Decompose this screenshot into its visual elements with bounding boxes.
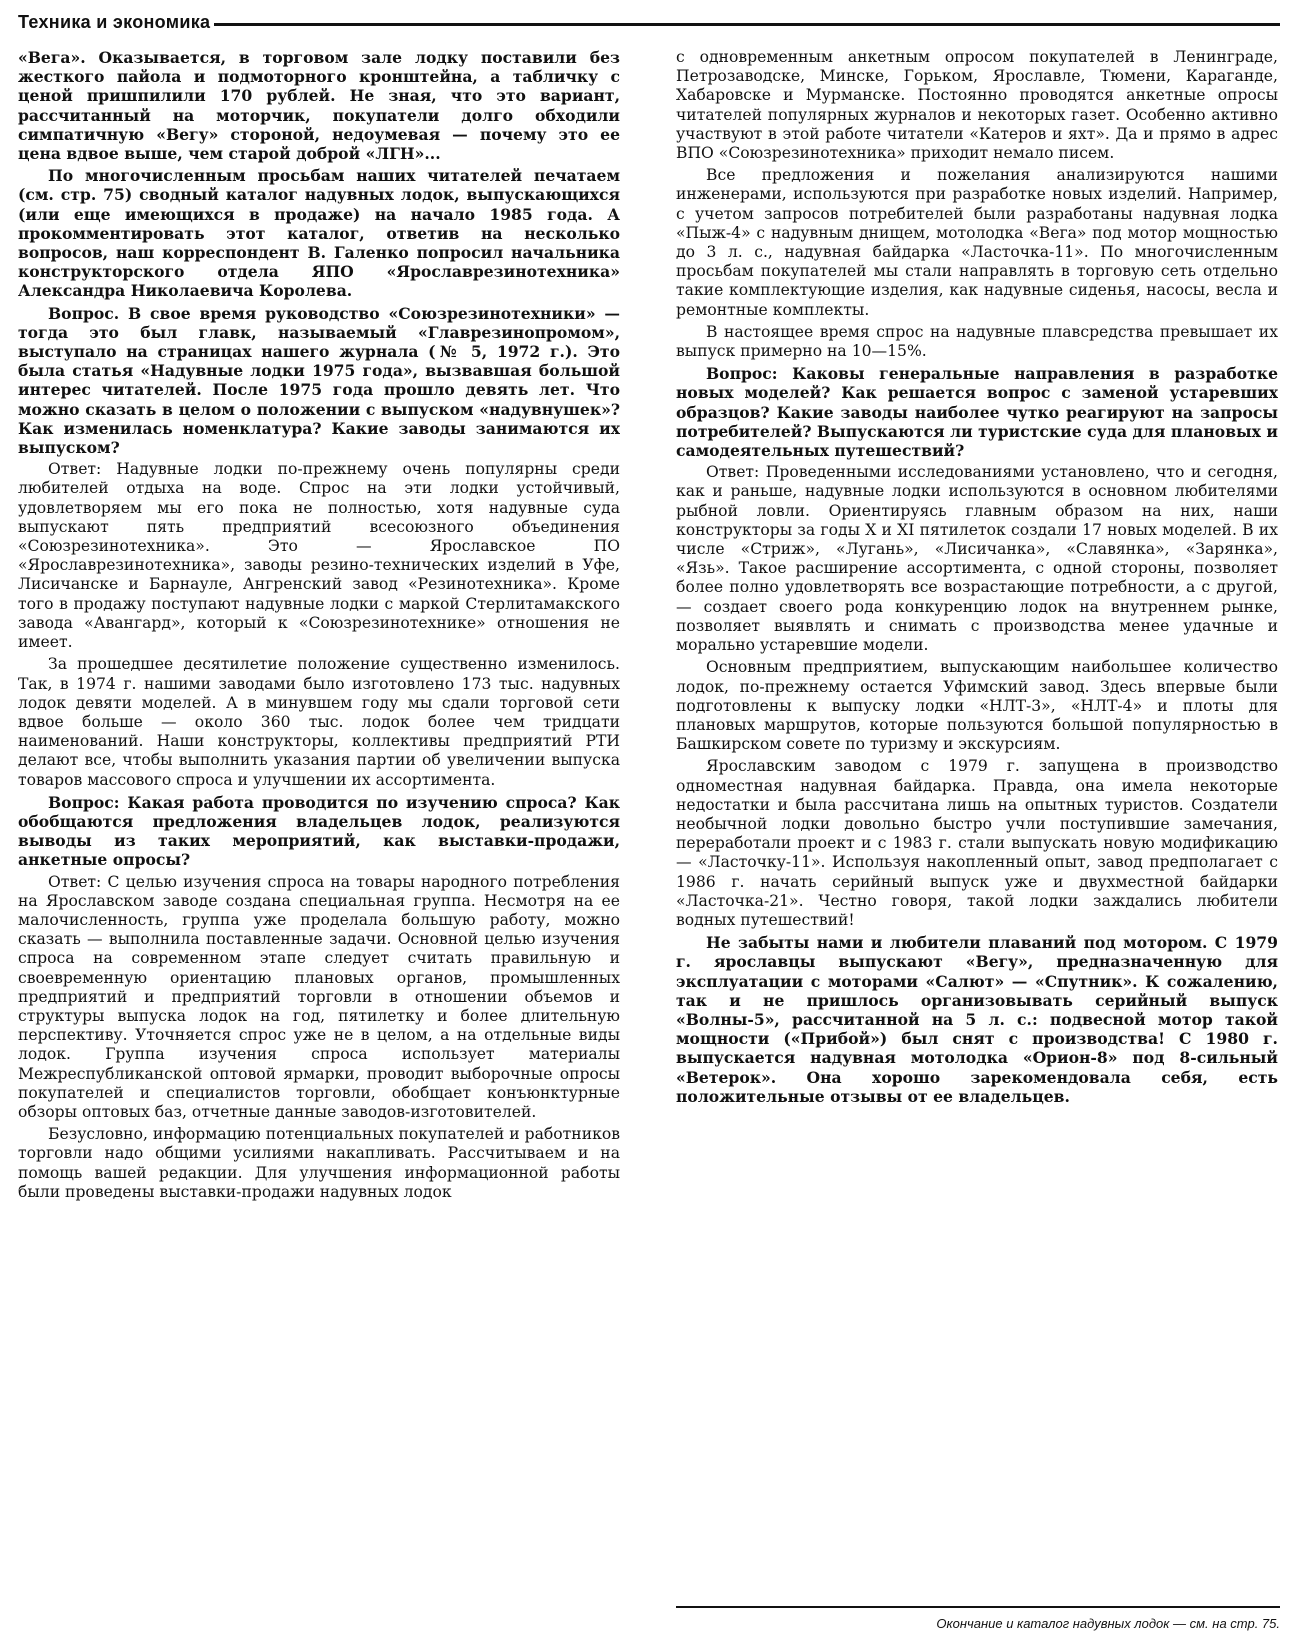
footer-rule bbox=[676, 1606, 1280, 1608]
section-title: Техника и экономика bbox=[18, 11, 211, 32]
paragraph: Не забыты нами и любители плаваний под мотором. С 1979 г. ярославцы выпускают «Вегу», предназначенную для эксплуатации с моторами «Салют» — «Спутник». К сожалению, так и не пришлось организовывать серийный выпуск «Волны-5», рассчитанной на 5 л. с.: подвесной мотор такой мощности («Прибой») был снят с производства! С 1980 г. выпускается надувная мотолодка «Орион-8» под 8-сильный «Ветерок». Она хорошо зарекомендовала себя, есть положительные отзывы от ее владельцев. bbox=[676, 933, 1278, 1106]
page-header bbox=[18, 10, 1280, 34]
paragraph: По многочисленным просьбам наших читателей печатаем (см. стр. 75) сводный каталог надувных лодок, выпускающихся (или еще имеющихся в продаже) на начало 1985 года. А прокомментировать этот каталог, ответив на несколько вопросов, наш корреспондент В. Галенко попросил начальника конструкторского отдела ЯПО «Ярославрезинотехника» Александра Николаевича Королева. bbox=[18, 166, 620, 301]
paragraph: Вопрос: Каковы генеральные направления в разработке новых моделей? Как решается вопрос с заменой устаревших образцов? Какие заводы наиболее чутко реагируют на запросы потребителей? Выпускаются ли туристские суда для плановых и самодеятельных путешествий? bbox=[676, 364, 1278, 461]
right-column bbox=[676, 48, 1278, 1628]
paragraph: Все предложения и пожелания анализируются нашими инженерами, используются при разработке новых изделий. Например, с учетом запросов потребителей были разработаны надувная лодка «Пыж-4» с надувным днищем, мотолодка «Вега» под мотор мощностью до 3 л. с., надувная байдарка «Ласточка-11». По многочисленным просьбам покупателей мы стали направлять в торговую сеть отдельно такие комплектующие изделия, как надувные сиденья, насосы, весла и ремонтные комплекты. bbox=[676, 166, 1278, 319]
paragraph: Ответ: С целью изучения спроса на товары народного потребления на Ярославском заводе создана специальная группа. Несмотря на ее малочисленность, группа уже проделала большую работу, можно сказать — выполнила поставленные задачи. Основной целью изучения спроса на современном этапе следует считать правильную и своевременную ориентацию плановых органов, промышленных предприятий и предприятий торговли в отношении объемов и структуры выпуска лодок на год, пятилетку и более длительную перспективу. Уточняется спрос уже не в целом, а на отдельные виды лодок. Группа изучения спроса использует материалы Межреспубликанской оптовой ярмарки, проводит выборочные опросы покупателей и специалистов торговли, обобщает конъюнктурные обзоры оптовых баз, отчетные данные заводов-изготовителей. bbox=[18, 872, 620, 1121]
paragraph: Ответ: Проведенными исследованиями установлено, что и сегодня, как и раньше, надувные лодки используются в основном любителями рыбной ловли. Ориентируясь главным образом на них, наши конструкторы за годы X и XI пятилеток создали 17 новых моделей. В их числе «Стриж», «Лугань», «Лисичанка», «Славянка», «Зарянка», «Язь». Такое расширение ассортимента, с одной стороны, позволяет более полно удовлетворять все возрастающие потребности, а с другой,— создает своего рода конкуренцию лодок на внутреннем рынке, позволяет выявлять и снимать с производства менее удачные и морально устаревшие модели. bbox=[676, 463, 1278, 655]
header-rule bbox=[214, 23, 1280, 26]
paragraph: В настоящее время спрос на надувные плавсредства превышает их выпуск примерно на 10—15%. bbox=[676, 322, 1278, 361]
paragraph: Ответ: Надувные лодки по-прежнему очень популярны среди любителей отдыха на воде. Спрос на эти лодки устойчивый, удовлетворяем мы его пока не полностью, хотя надувные суда выпускают пять предприятий всесоюзного объединения «Союзрезинотехника». Это — Ярославское ПО «Ярославрезинотехника», заводы резино-технических изделий в Уфе, Лисичанске и Барнауле, Ангренский завод «Резинотехника». Кроме того в продажу поступают надувные лодки с маркой Стерлитамакского завода «Авангард», который к «Союзрезинотехнике» отношения не имеет. bbox=[18, 460, 620, 652]
paragraph: Безусловно, информацию потенциальных покупателей и работников торговли надо общими усилиями накапливать. Рассчитываем и на помощь вашей редакции. Для улучшения информационной работы были проведены выставки-продажи надувных лодок bbox=[18, 1125, 620, 1201]
paragraph: За прошедшее десятилетие положение существенно изменилось. Так, в 1974 г. нашими заводами было изготовлено 173 тыс. надувных лодок девяти моделей. А в минувшем году мы сдали торговой сети вдвое больше — около 360 тыс. лодок более чем тридцати наименований. Наши конструкторы, коллективы предприятий РТИ делают все, чтобы выполнить указания партии об увеличении выпуска товаров массового спроса и улучшении их ассортимента. bbox=[18, 655, 620, 789]
left-column bbox=[18, 48, 620, 1628]
paragraph: Вопрос. В свое время руководство «Союзрезинотехники» — тогда это был главк, называемый «Главрезинопромом», выступало на страницах нашего журнала (№ 5, 1972 г.). Это была статья «Надувные лодки 1975 года», вызвавшая большой интерес читателей. После 1975 года прошло девять лет. Что можно сказать в целом о положении с выпуском «надувнушек»? Как изменилась номенклатура? Какие заводы занимаются их выпуском? bbox=[18, 303, 620, 458]
paragraph: с одновременным анкетным опросом покупателей в Ленинграде, Петрозаводске, Минске, Горьком, Ярославле, Тюмени, Караганде, Хабаровске и Мурманске. Постоянно проводятся анкетные опросы читателей популярных журналов и некоторых газет. Особенно активно участвуют в этой работе читатели «Катеров и яхт». Да и прямо в адрес ВПО «Союзрезинотехника» приходит немало писем. bbox=[676, 48, 1278, 163]
paragraph: Ярославским заводом с 1979 г. запущена в производство одноместная надувная байдарка. Правда, она имела некоторые недостатки и была рассчитана лишь на опытных туристов. Создатели необычной лодки довольно быстро учли поступившие замечания, переработали проект и с 1983 г. стали выпускать новую модификацию — «Ласточку-11». Используя накопленный опыт, завод предполагает с 1986 г. начать серийный выпуск уже и двухместной байдарки «Ласточка-21». Честно говоря, такой лодки заждались любители водных путешествий! bbox=[676, 757, 1278, 929]
paragraph: Основным предприятием, выпускающим наибольшее количество лодок, по-прежнему остается Уфимский завод. Здесь впервые были подготовлены к выпуску лодки «НЛТ-3», «НЛТ-4» и плоты для плановых маршрутов, которые пользуются большой популярностью в Башкирском совете по туризму и экскурсиям. bbox=[676, 658, 1278, 754]
continuation-note: Окончание и каталог надувных лодок — см. на стр. 75. bbox=[936, 1616, 1280, 1631]
paragraph: «Вега». Оказывается, в торговом зале лодку поставили без жесткого пайола и подмоторного кронштейна, а табличку с ценой пришпилили 170 рублей. Не зная, что это вариант, рассчитанный на моторчик, покупатели долго обходили симпатичную «Вегу» стороной, недоумевая — почему это ее цена вдвое выше, чем старой доброй «ЛГН»... bbox=[18, 48, 620, 164]
paragraph: Вопрос: Какая работа проводится по изучению спроса? Как обобщаются предложения владельцев лодок, реализуются выводы из таких мероприятий, как выставки-продажи, анкетные опросы? bbox=[18, 792, 620, 870]
